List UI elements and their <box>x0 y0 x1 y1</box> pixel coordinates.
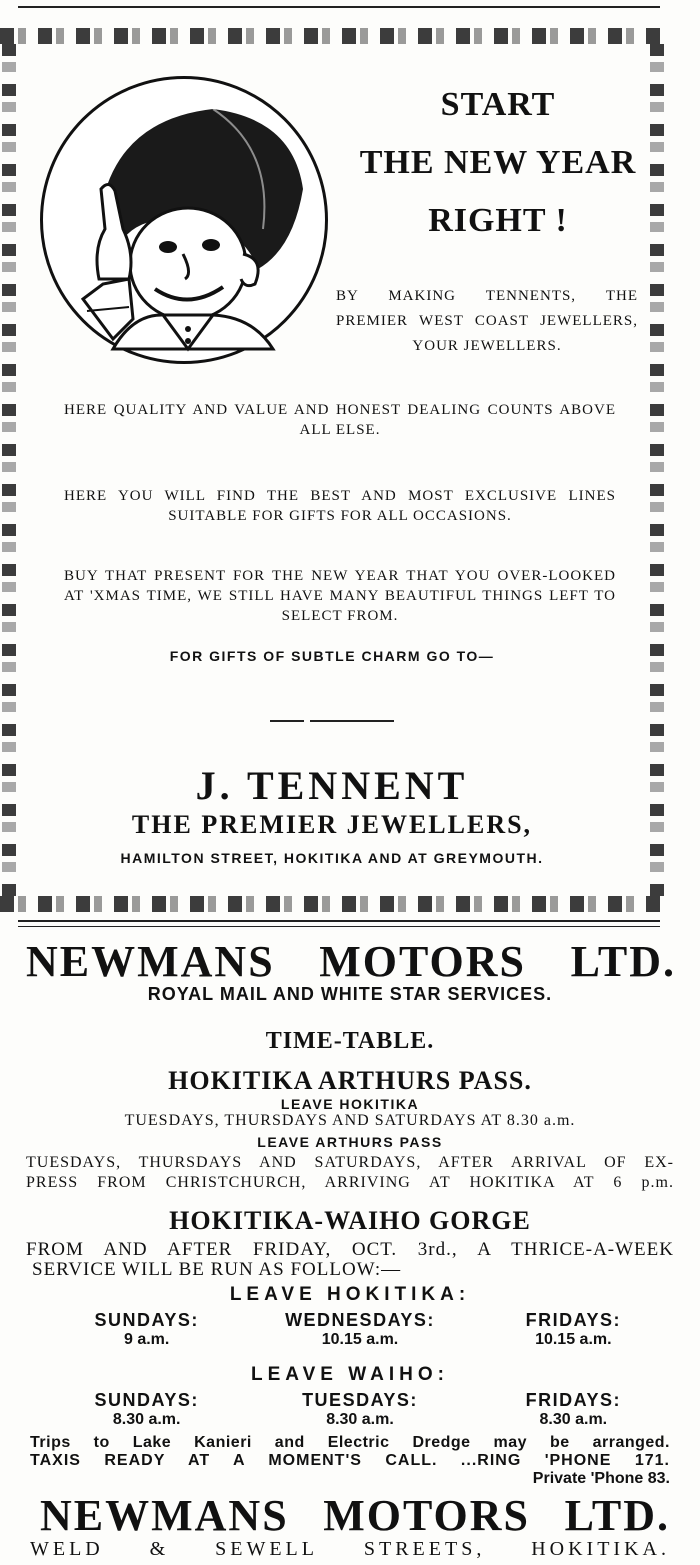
timetable-title: TIME-TABLE. <box>265 1028 435 1054</box>
leave-hokitika-label: LEAVE HOKITIKA <box>280 1096 420 1112</box>
headline-line-1: START <box>440 86 556 123</box>
schedule-cell <box>253 1390 466 1429</box>
schedule-day: FRIDAYS: <box>525 1390 621 1410</box>
headline-line-2: THE NEW YEAR <box>359 144 637 181</box>
divider-dash <box>310 720 394 722</box>
private-phone: Private 'Phone 83. <box>532 1470 670 1487</box>
hokitika-schedule <box>40 1310 680 1349</box>
newmans-banner <box>26 936 676 987</box>
schedule-cell <box>253 1310 466 1349</box>
gifts-line: FOR GIFTS OF SUBTLE CHARM GO TO— <box>169 648 495 664</box>
waiho-schedule <box>40 1390 680 1429</box>
schedule-day: WEDNESDAYS: <box>285 1310 435 1330</box>
leave-arthurs-pass-label: LEAVE ARTHURS PASS <box>257 1134 443 1150</box>
banner-word: NEWMANS <box>40 1491 289 1540</box>
services-line: ROYAL MAIL AND WHITE STAR SERVICES. <box>147 984 553 1004</box>
banner-word: NEWMANS <box>26 937 275 986</box>
newmans-footer-banner <box>40 1490 670 1541</box>
leave-hokitika-heading: LEAVE HOKITIKA: <box>229 1284 471 1305</box>
schedule-cell <box>40 1390 253 1429</box>
departure-days-arthurs-pass-cont: PRESS FROM CHRISTCHURCH, ARRIVING AT HOKITIKA AT 6 p.m. <box>26 1174 674 1191</box>
jester-illustration <box>40 76 328 364</box>
schedule-day: SUNDAYS: <box>94 1310 199 1330</box>
schedule-time: 8.30 a.m. <box>326 1411 394 1428</box>
decorative-border-left <box>2 44 16 896</box>
schedule-time: 8.30 a.m. <box>539 1411 608 1428</box>
schedule-time: 10.15 a.m. <box>321 1331 399 1348</box>
section-rule <box>18 920 660 922</box>
schedule-day: FRIDAYS: <box>525 1310 621 1330</box>
divider-dash <box>270 720 304 722</box>
address-word: HOKITIKA. <box>531 1538 670 1560</box>
address-word: & <box>149 1538 170 1560</box>
tennent-advertisement <box>18 44 646 896</box>
address-word: SEWELL <box>215 1538 318 1560</box>
departure-days-hokitika: TUESDAYS, THURSDAYS AND SATURDAYS AT 8.30 a.m. <box>124 1112 576 1129</box>
leave-waiho-heading: LEAVE WAIHO: <box>251 1364 449 1385</box>
paragraph-exclusive-lines: HERE YOU WILL FIND THE BEST AND MOST EXCLUSIVE LINES SUITABLE FOR GIFTS FOR ALL OCCASIONS. <box>64 488 616 524</box>
decorative-border-bottom <box>0 896 660 912</box>
taxis-note: TAXIS READY AT A MOMENT'S CALL. ...RING 'PHONE 171. <box>30 1452 670 1469</box>
schedule-day: TUESDAYS: <box>302 1390 418 1410</box>
top-rule <box>18 6 660 8</box>
footer-address <box>30 1538 670 1561</box>
section-rule <box>18 926 660 927</box>
schedule-day: SUNDAYS: <box>94 1390 199 1410</box>
schedule-cell <box>467 1390 680 1429</box>
service-notice: FROM AND AFTER FRIDAY, OCT. 3rd., A THRICE-A-WEEK <box>26 1239 674 1260</box>
decorative-border-right <box>650 44 664 896</box>
intro-text: BY MAKING TENNENTS, THE PREMIER WEST COAST JEWELLERS, YOUR JEWELLERS. <box>336 288 638 354</box>
address-word: WELD <box>30 1538 104 1560</box>
banner-word: MOTORS <box>323 1491 531 1540</box>
schedule-time: 9 a.m. <box>123 1331 170 1348</box>
decorative-border-top <box>0 28 660 44</box>
departure-days-arthurs-pass: TUESDAYS, THURSDAYS AND SATURDAYS, AFTER ARRIVAL OF EX- <box>26 1154 674 1171</box>
jester-icon <box>43 79 325 361</box>
schedule-cell <box>40 1310 253 1349</box>
service-notice-cont: SERVICE WILL BE RUN AS FOLLOW:— <box>32 1259 402 1280</box>
jeweller-tagline: THE PREMIER JEWELLERS, <box>131 810 533 839</box>
banner-word: LTD. <box>564 1491 670 1540</box>
address-word: STREETS, <box>363 1538 486 1560</box>
route-title-arthurs-pass: HOKITIKA ARTHURS PASS. <box>168 1066 532 1095</box>
paragraph-new-year-present: BUY THAT PRESENT FOR THE NEW YEAR THAT YOU OVER-LOOKED AT 'XMAS TIME, WE STILL HAVE MANY BEAUTIFUL THINGS LEFT TO SELECT FROM. <box>64 568 616 624</box>
jeweller-name: J. TENNENT <box>195 763 469 808</box>
paragraph-quality: HERE QUALITY AND VALUE AND HONEST DEALING COUNTS ABOVE ALL ELSE. <box>64 402 616 438</box>
banner-word: MOTORS <box>319 937 527 986</box>
jeweller-address: HAMILTON STREET, HOKITIKA AND AT GREYMOUTH. <box>120 850 544 866</box>
trips-note: Trips to Lake Kanieri and Electric Dredge may be arranged. <box>30 1434 670 1451</box>
schedule-time: 8.30 a.m. <box>112 1411 181 1428</box>
schedule-time: 10.15 a.m. <box>535 1331 612 1348</box>
schedule-cell <box>467 1310 680 1349</box>
headline-line-3: RIGHT ! <box>428 202 568 239</box>
banner-word: LTD. <box>570 937 676 986</box>
route-title-waiho-gorge: HOKITIKA-WAIHO GORGE <box>169 1206 531 1235</box>
